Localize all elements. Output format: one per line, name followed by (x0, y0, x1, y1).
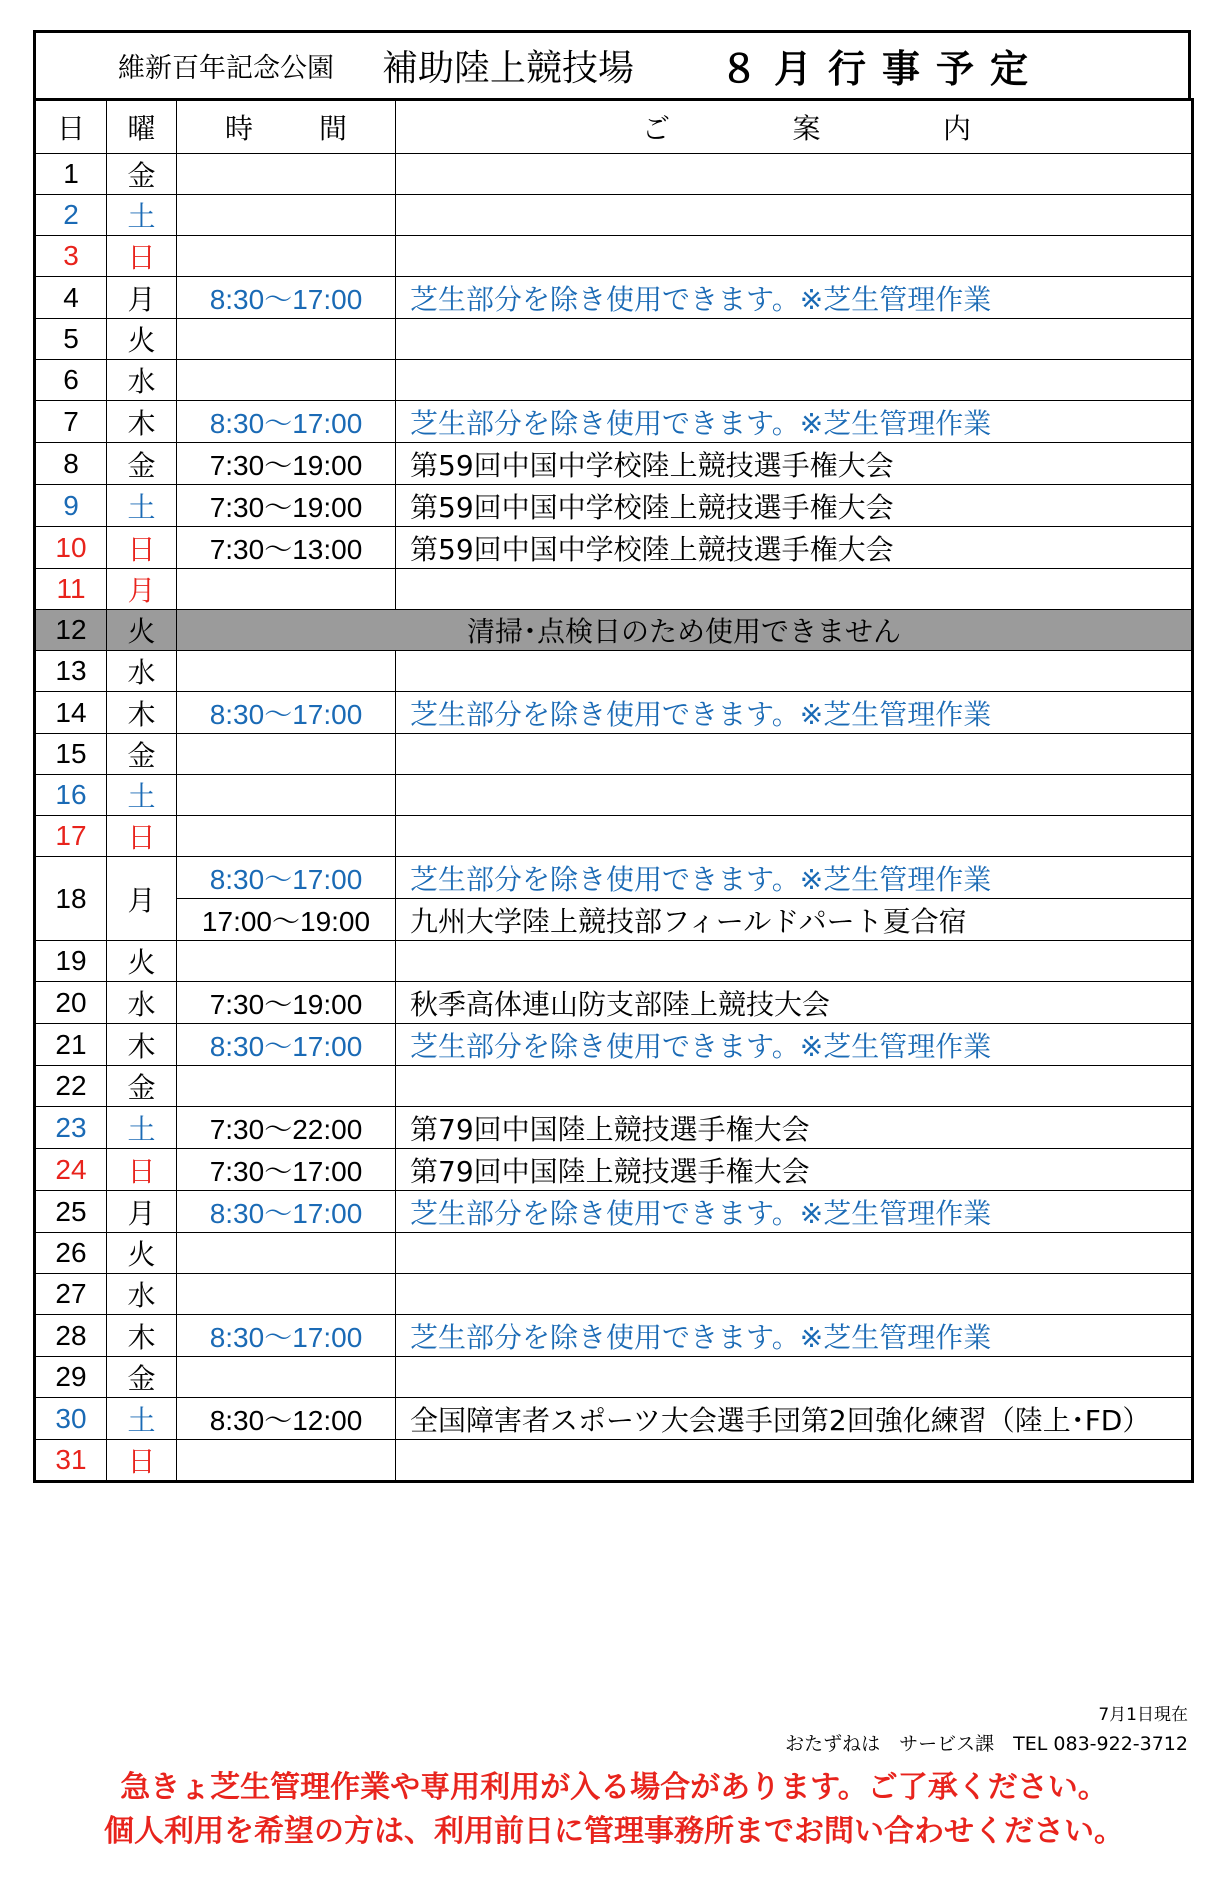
weekday-cell: 金 (107, 1066, 177, 1107)
table-row (35, 319, 1193, 360)
day-cell: 11 (35, 569, 107, 610)
table-row (35, 734, 1193, 775)
time-cell (177, 319, 396, 360)
weekday-cell: 日 (107, 527, 177, 569)
day-cell: 10 (35, 527, 107, 569)
time-cell: 7:30～13:00 (177, 527, 396, 569)
table-row (35, 941, 1193, 982)
day-cell: 2 (35, 195, 107, 236)
info-cell: 第79回中国陸上競技選手権大会 (396, 1149, 1193, 1191)
table-row (35, 277, 1193, 319)
time-cell (177, 941, 396, 982)
schedule-sheet (33, 30, 1191, 1483)
weekday-cell: 土 (107, 1107, 177, 1149)
weekday-cell: 月 (107, 857, 177, 941)
weekday-cell: 木 (107, 1315, 177, 1357)
time-cell (177, 1440, 396, 1482)
weekday-cell: 木 (107, 692, 177, 734)
info-cell (396, 319, 1193, 360)
header-info-char: ご (642, 112, 671, 145)
weekday-cell: 土 (107, 485, 177, 527)
time-cell (177, 816, 396, 857)
table-row (35, 899, 1193, 941)
info-cell (396, 651, 1193, 692)
weekday-cell: 水 (107, 360, 177, 401)
weekday-cell: 金 (107, 443, 177, 485)
time-cell (177, 1274, 396, 1315)
table-row (35, 527, 1193, 569)
weekday-cell: 木 (107, 1024, 177, 1066)
info-cell (396, 734, 1193, 775)
day-cell: 9 (35, 485, 107, 527)
header-info (396, 100, 1193, 154)
info-cell: 第59回中国中学校陸上競技選手権大会 (396, 527, 1193, 569)
table-row (35, 1274, 1193, 1315)
table-row (35, 692, 1193, 734)
day-cell: 13 (35, 651, 107, 692)
time-cell: 7:30～17:00 (177, 1149, 396, 1191)
table-row (35, 443, 1193, 485)
table-row (35, 1398, 1193, 1440)
info-cell (396, 1440, 1193, 1482)
table-row (35, 236, 1193, 277)
day-cell: 24 (35, 1149, 107, 1191)
info-cell (396, 1066, 1193, 1107)
time-cell (177, 360, 396, 401)
schedule-body (35, 154, 1193, 1482)
info-cell: 九州大学陸上競技部フィールドパート夏合宿 (396, 899, 1193, 941)
day-cell: 6 (35, 360, 107, 401)
info-cell: 芝生部分を除き使用できます。※芝生管理作業 (396, 1024, 1193, 1066)
day-cell: 12 (35, 610, 107, 651)
weekday-cell: 日 (107, 1149, 177, 1191)
time-cell (177, 1066, 396, 1107)
header-time-char: 時 (225, 112, 254, 145)
day-cell: 4 (35, 277, 107, 319)
day-cell: 22 (35, 1066, 107, 1107)
time-cell: 8:30～17:00 (177, 857, 396, 899)
month-title: ８月行事予定 (720, 47, 1045, 91)
info-cell: 芝生部分を除き使用できます。※芝生管理作業 (396, 1315, 1193, 1357)
table-row (35, 775, 1193, 816)
day-cell: 30 (35, 1398, 107, 1440)
info-cell: 芝生部分を除き使用できます。※芝生管理作業 (396, 692, 1193, 734)
time-cell (177, 1233, 396, 1274)
table-row (35, 1066, 1193, 1107)
header-info-char: 案 (792, 112, 821, 145)
weekday-cell: 月 (107, 1191, 177, 1233)
day-cell: 31 (35, 1440, 107, 1482)
table-row (35, 195, 1193, 236)
day-cell: 23 (35, 1107, 107, 1149)
day-cell: 27 (35, 1274, 107, 1315)
time-cell (177, 734, 396, 775)
time-cell (177, 236, 396, 277)
weekday-cell: 日 (107, 236, 177, 277)
day-cell: 1 (35, 154, 107, 195)
weekday-cell: 火 (107, 1233, 177, 1274)
weekday-cell: 水 (107, 982, 177, 1024)
time-cell: 8:30～17:00 (177, 692, 396, 734)
title-row (33, 30, 1191, 98)
info-cell (396, 775, 1193, 816)
table-row (35, 1107, 1193, 1149)
weekday-cell: 金 (107, 154, 177, 195)
weekday-cell: 水 (107, 1274, 177, 1315)
time-cell: 8:30～12:00 (177, 1398, 396, 1440)
table-row (35, 1191, 1193, 1233)
as-of-date: 7月1日現在 (1098, 1705, 1188, 1725)
header-day: 日 (35, 100, 107, 154)
table-row (35, 360, 1193, 401)
table-row (35, 1149, 1193, 1191)
weekday-cell: 土 (107, 775, 177, 816)
notice-line-1: 急きょ芝生管理作業や専用利用が入る場合があります。ご了承ください。 (120, 1770, 1108, 1805)
time-cell (177, 154, 396, 195)
day-cell: 15 (35, 734, 107, 775)
table-row (35, 982, 1193, 1024)
day-cell: 25 (35, 1191, 107, 1233)
time-cell (177, 195, 396, 236)
info-cell: 芝生部分を除き使用できます。※芝生管理作業 (396, 401, 1193, 443)
weekday-cell: 月 (107, 277, 177, 319)
day-cell: 19 (35, 941, 107, 982)
table-row (35, 401, 1193, 443)
day-cell: 5 (35, 319, 107, 360)
time-cell: 7:30～22:00 (177, 1107, 396, 1149)
table-row (35, 1024, 1193, 1066)
table-row (35, 816, 1193, 857)
time-cell: 8:30～17:00 (177, 277, 396, 319)
info-cell (396, 1274, 1193, 1315)
time-cell: 7:30～19:00 (177, 982, 396, 1024)
header-time (177, 100, 396, 154)
weekday-cell: 木 (107, 401, 177, 443)
table-row (35, 1233, 1193, 1274)
time-cell: 8:30～17:00 (177, 1024, 396, 1066)
info-cell (396, 236, 1193, 277)
venue-name: 補助陸上競技場 (382, 48, 635, 89)
weekday-cell: 火 (107, 319, 177, 360)
table-row (35, 1357, 1193, 1398)
weekday-cell: 火 (107, 941, 177, 982)
time-cell (177, 569, 396, 610)
time-cell: 8:30～17:00 (177, 1191, 396, 1233)
day-cell: 18 (35, 857, 107, 941)
time-cell (177, 1357, 396, 1398)
time-cell: 8:30～17:00 (177, 1315, 396, 1357)
info-cell (396, 195, 1193, 236)
header-weekday: 曜 (107, 100, 177, 154)
time-cell (177, 775, 396, 816)
time-cell: 7:30～19:00 (177, 443, 396, 485)
info-cell: 秋季高体連山防支部陸上競技大会 (396, 982, 1193, 1024)
time-cell: 17:00～19:00 (177, 899, 396, 941)
weekday-cell: 日 (107, 1440, 177, 1482)
weekday-cell: 月 (107, 569, 177, 610)
day-cell: 29 (35, 1357, 107, 1398)
table-row (35, 569, 1193, 610)
info-cell (396, 569, 1193, 610)
day-cell: 16 (35, 775, 107, 816)
time-cell: 8:30～17:00 (177, 401, 396, 443)
weekday-cell: 火 (107, 610, 177, 651)
info-cell: 第59回中国中学校陸上競技選手権大会 (396, 443, 1193, 485)
weekday-cell: 土 (107, 195, 177, 236)
info-cell: 第79回中国陸上競技選手権大会 (396, 1107, 1193, 1149)
day-cell: 8 (35, 443, 107, 485)
day-cell: 21 (35, 1024, 107, 1066)
header-time-char: 間 (318, 112, 347, 145)
info-cell (396, 360, 1193, 401)
weekday-cell: 土 (107, 1398, 177, 1440)
table-row (35, 651, 1193, 692)
table-row (35, 485, 1193, 527)
closed-notice-cell: 清掃･点検日のため使用できません (177, 610, 1193, 651)
info-cell: 全国障害者スポーツ大会選手団第2回強化練習（陸上･FD） (396, 1398, 1193, 1440)
info-cell (396, 1357, 1193, 1398)
header-row (35, 100, 1193, 154)
table-row (35, 154, 1193, 195)
contact-info: おたずねは サービス課 TEL 083-922-3712 (785, 1733, 1188, 1755)
info-cell: 第59回中国中学校陸上競技選手権大会 (396, 485, 1193, 527)
time-cell (177, 651, 396, 692)
info-cell (396, 154, 1193, 195)
day-cell: 20 (35, 982, 107, 1024)
table-row (35, 1315, 1193, 1357)
weekday-cell: 水 (107, 651, 177, 692)
day-cell: 26 (35, 1233, 107, 1274)
notice-line-2: 個人利用を希望の方は、利用前日に管理事務所までお問い合わせください。 (104, 1814, 1124, 1849)
day-cell: 3 (35, 236, 107, 277)
weekday-cell: 金 (107, 734, 177, 775)
table-row (35, 610, 1193, 651)
day-cell: 7 (35, 401, 107, 443)
info-cell (396, 941, 1193, 982)
park-name: 維新百年記念公園 (118, 53, 334, 84)
day-cell: 28 (35, 1315, 107, 1357)
table-row (35, 857, 1193, 899)
weekday-cell: 日 (107, 816, 177, 857)
info-cell: 芝生部分を除き使用できます。※芝生管理作業 (396, 1191, 1193, 1233)
schedule-table (33, 98, 1194, 1483)
info-cell (396, 816, 1193, 857)
day-cell: 14 (35, 692, 107, 734)
info-cell (396, 1233, 1193, 1274)
info-cell: 芝生部分を除き使用できます。※芝生管理作業 (396, 277, 1193, 319)
time-cell: 7:30～19:00 (177, 485, 396, 527)
weekday-cell: 金 (107, 1357, 177, 1398)
table-row (35, 1440, 1193, 1482)
header-info-char: 内 (942, 112, 971, 145)
day-cell: 17 (35, 816, 107, 857)
info-cell: 芝生部分を除き使用できます。※芝生管理作業 (396, 857, 1193, 899)
